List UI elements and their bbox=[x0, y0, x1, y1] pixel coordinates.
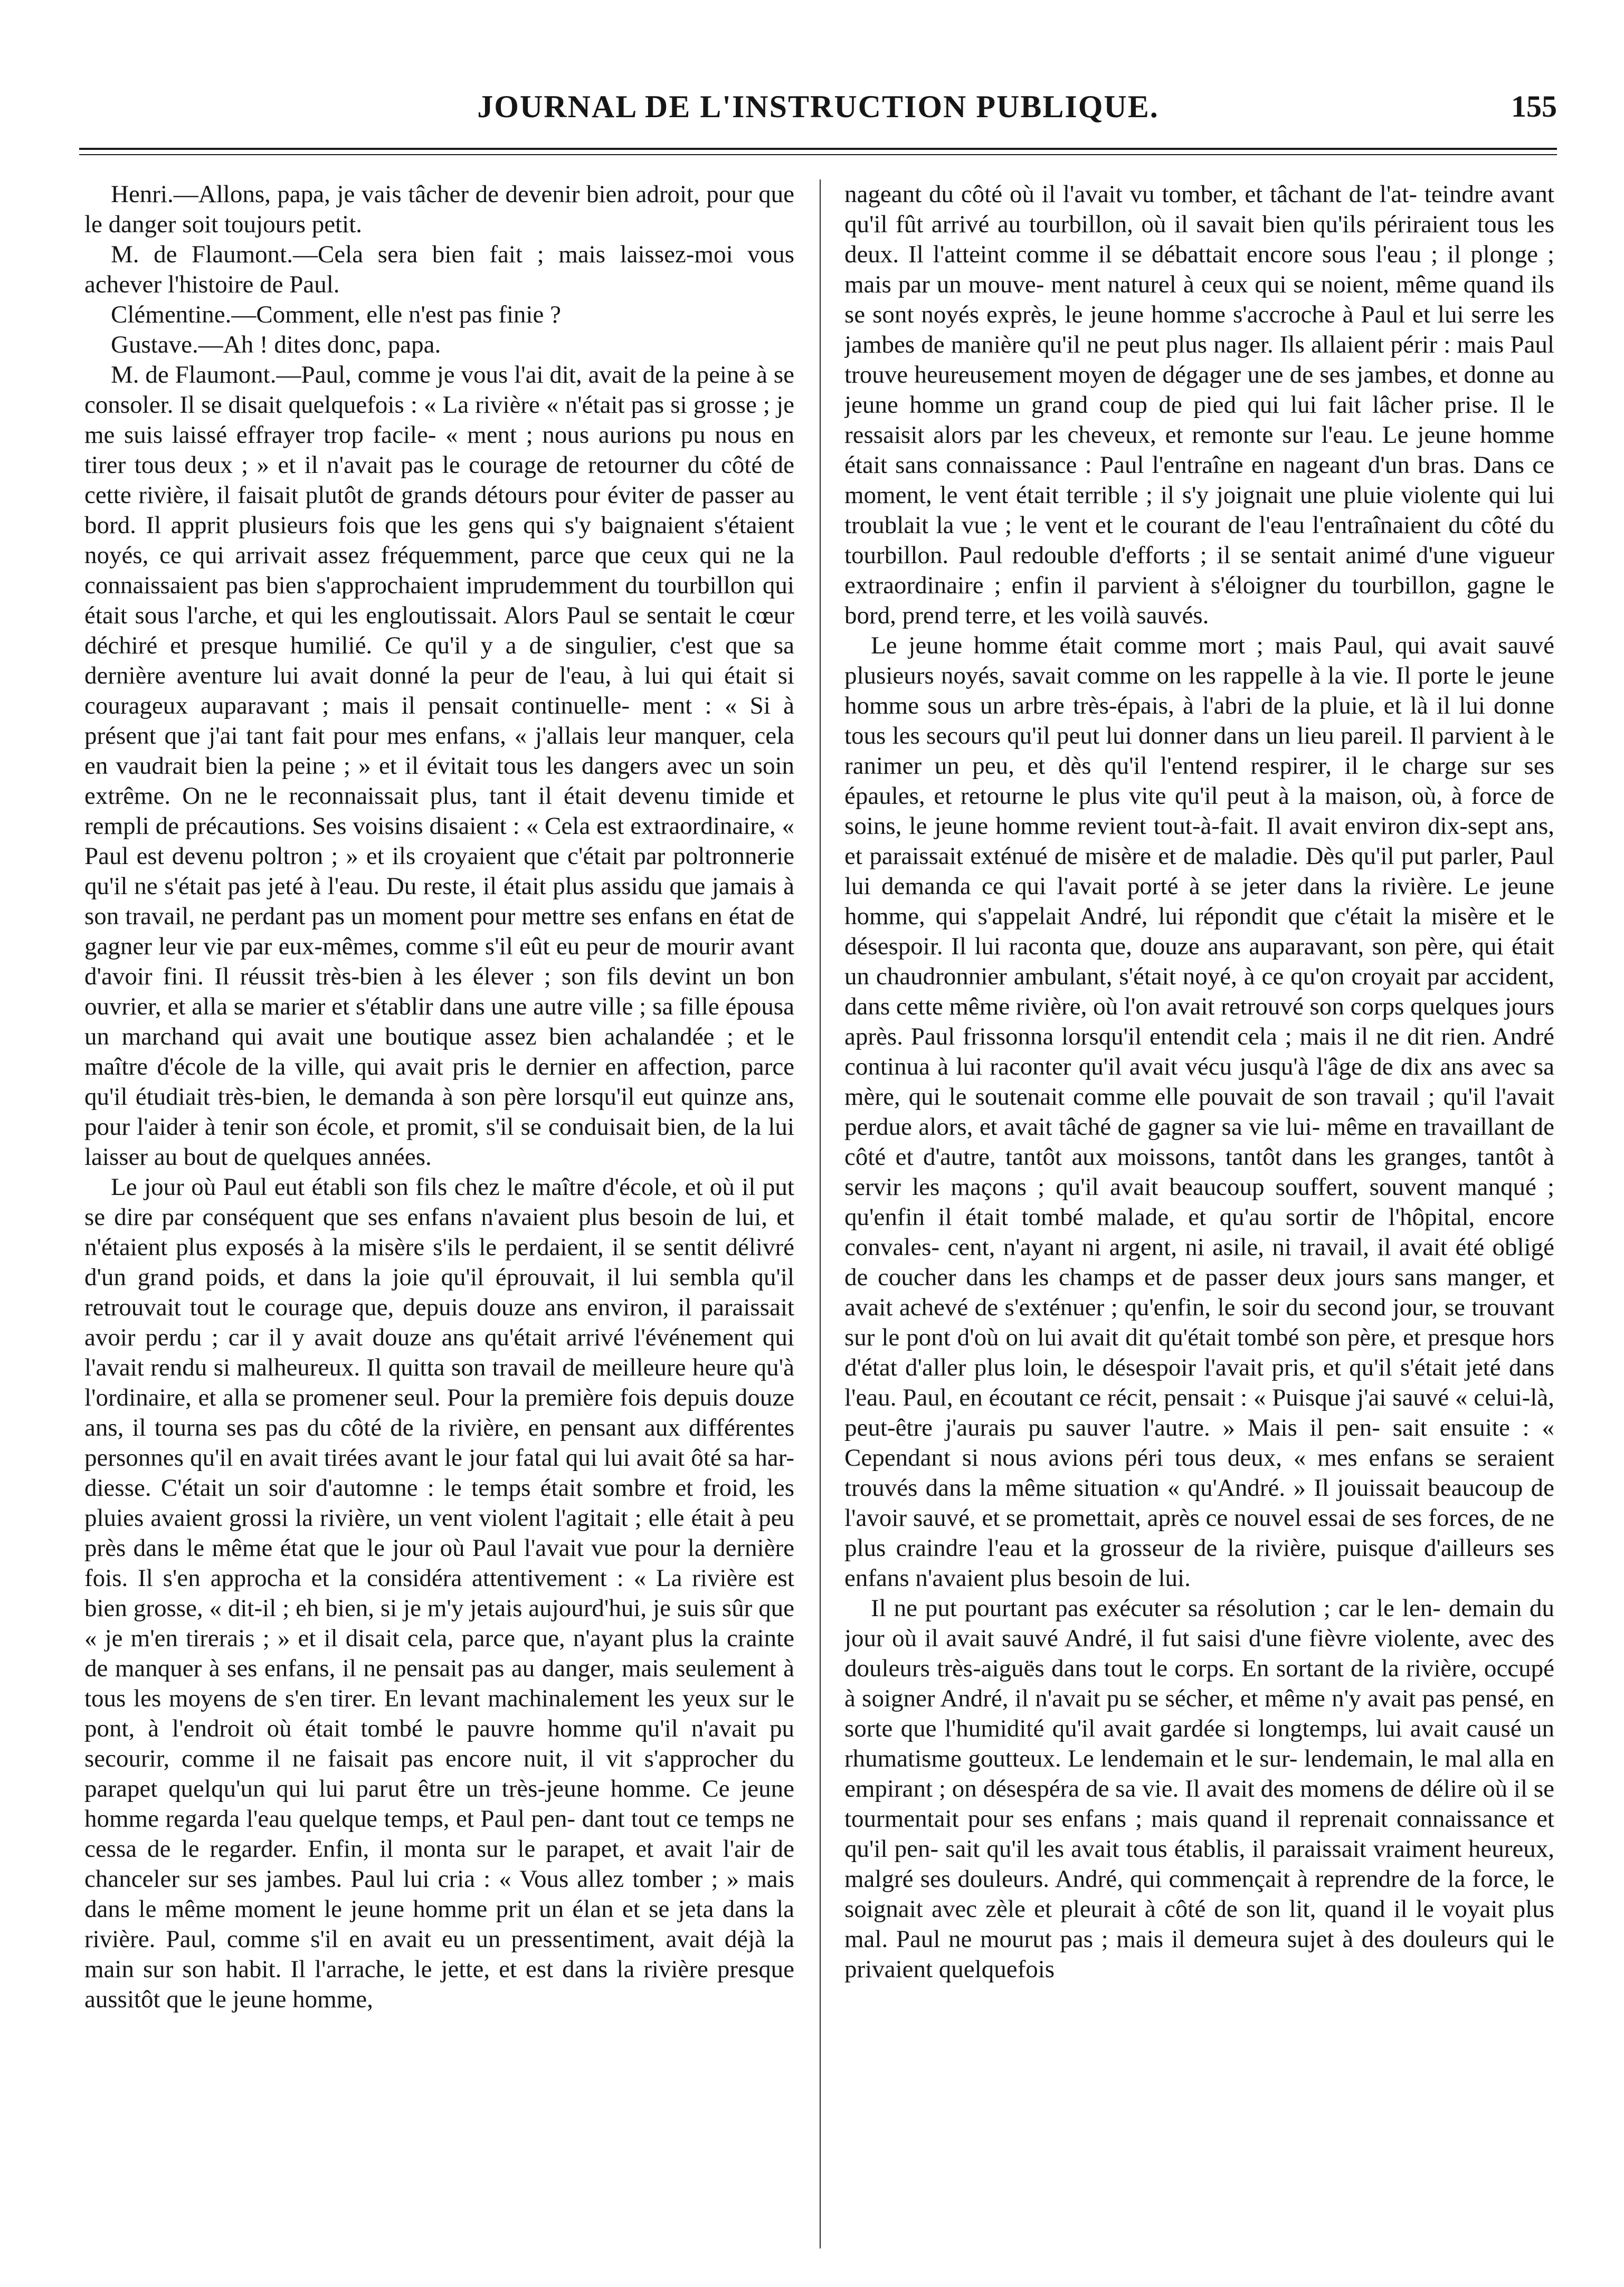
paragraph: Le jeune homme était comme mort ; mais Paul, qui avait sauvé plusieurs noyés, savait comme on les rappelle à la vie. Il porte le jeune homme sous un arbre très-épais, à l'abri de la pluie, et là il lui donne tous les secours qu'il peut lui donner dans un lieu pareil. Il parvient à le ranimer un peu, et dès qu'il l'entend respirer, il le charge sur ses épaules, et retourne le plus vite qu'il peut à la maison, où, à force de soins, le jeune homme revient tout-à-fait. Il avait environ dix-sept ans, et paraissait exténué de misère et de maladie. Dès qu'il put parler, Paul lui demanda ce qui l'avait porté à se jeter dans la rivière. Le jeune homme, qui s'appelait André, lui répondit que c'était la misère et le désespoir. Il lui raconta que, douze ans auparavant, son père, qui était un chaudronnier ambulant, s'était noyé, à ce qu'on croyait par accident, dans cette même rivière, où l'on avait retrouvé son corps quelques jours après. Paul frissonna lorsqu'il entendit cela ; mais il ne dit rien. André continua à lui raconter qu'il avait vécu jusqu'à l'âge de dix ans avec sa mère, qui le soutenait comme elle pouvait de son travail ; qu'il l'avait perdue alors, et avait tâché de gagner sa vie lui- même en travaillant de côté et d'autre, tantôt aux moissons, tantôt dans les granges, tantôt à servir les maçons ; qu'il avait beaucoup souffert, souvent manqué ; qu'enfin il était tombé malade, et qu'au sortir de l'hôpital, encore convales- cent, n'ayant ni argent, ni asile, ni travail, il avait été obligé de coucher dans les champs et de passer deux jours sans manger, et avait achevé de s'exténuer ; qu'enfin, le soir du second jour, se trouvant sur le pont d'où on lui avait dit qu'était tombé son père, et presque hors d'état d'aller plus loin, le désespoir l'avait pris, et qu'il s'était jeté dans l'eau. Paul, en écoutant ce récit, pensait : « Puisque j'ai sauvé « celui-là, peut-être j'aurais pu sauver l'autre. » Mais il pen- sait ensuite : « Cependant si nous avions péri tous deux, « mes enfans se seraient trouvés dans la même situation « qu'André. » Il jouissait beaucoup de l'avoir sauvé, et se promettait, après ce nouvel essai de ses forces, de ne plus craindre l'eau et la grosseur de la rivière, puisque d'ailleurs ses enfans n'avaient plus besoin de lui. bbox=[844, 632, 1554, 1592]
column-divider bbox=[820, 179, 821, 2248]
paragraph: Le jour où Paul eut établi son fils chez le maître d'école, et où il put se dire par conséquent que ses enfans n'avaient plus besoin de lui, et n'étaient plus exposés à la misère s'ils le perdaient, il se sentit délivré d'un grand poids, et dans la joie qu'il éprouvait, il lui sembla qu'il retrouvait tout le courage que, depuis douze ans environ, il paraissait avoir perdu ; car il y avait douze ans qu'était arrivé l'événement qui l'avait rendu si malheureux. Il quitta son travail de meilleure heure qu'à l'ordinaire, et alla se promener seul. Pour la première fois depuis douze ans, il tourna ses pas du côté de la rivière, en pensant aux différentes personnes qu'il en avait tirées avant le jour fatal qui lui avait ôté sa har- diesse. C'était un soir d'automne : le temps était sombre et froid, les pluies avaient grossi la rivière, un vent violent l'agitait ; elle était à peu près dans le même état que le jour où Paul l'avait vue pour la dernière fois. Il s'en approcha et la considéra attentivement : « La rivière est bien grosse, « dit-il ; eh bien, si je m'y jetais aujourd'hui, je suis sûr que « je m'en tirerais ; » et il disait cela, parce que, n'ayant plus la crainte de manquer à ses enfans, il ne pensait pas au danger, mais seulement à tous les moyens de s'en tirer. En levant machinalement les yeux sur le pont, à l'endroit où était tombé le pauvre homme qu'il n'avait pu secourir, comme il ne faisait pas encore nuit, il vit s'approcher du parapet quelqu'un qui lui parut être un très-jeune homme. Ce jeune homme regarda l'eau quelque temps, et Paul pen- dant tout ce temps ne cessa de le regarder. Enfin, il monta sur le parapet, et avait l'air de chanceler sur ses jambes. Paul lui cria : « Vous allez tomber ; » mais dans le même moment le jeune homme prit un élan et se jeta dans la rivière. Paul, comme s'il en avait eu un pressentiment, avait déjà la main sur son habit. Il l'arrache, le jette, et est dans la rivière presque aussitôt que le jeune homme, bbox=[84, 1173, 794, 2013]
right-column bbox=[844, 179, 1554, 2254]
paragraph: Clémentine.—Comment, elle n'est pas finie ? bbox=[111, 301, 561, 328]
paragraph: Gustave.—Ah ! dites donc, papa. bbox=[111, 331, 441, 358]
paragraph: Il ne put pourtant pas exécuter sa résolution ; car le len- demain du jour où il avait sauvé André, il fut saisi d'une fièvre violente, avec des douleurs très-aiguës dans tout le corps. En sortant de la rivière, occupé à soigner André, il n'avait pu se sécher, et même n'y avait pas pensé, en sorte que l'humidité qu'il avait gardée si longtemps, lui avait causé un rhumatisme goutteux. Le lendemain et le sur- lendemain, le mal alla en empirant ; on désespéra de sa vie. Il avait des momens de délire où il se tourmentait pour ses enfans ; mais quand il reprenait connaissance et qu'il pen- sait qu'il les avait tous établis, il paraissait vraiment heureux, malgré ses douleurs. André, qui commençait à reprendre de la force, le soignait avec zèle et pleurait à côté de son lit, quand il le voyait plus mal. Paul ne mourut pas ; mais il demeura sujet à des douleurs qui le privaient quelquefois bbox=[844, 1595, 1554, 1983]
header-rule-thick bbox=[79, 148, 1557, 150]
header-rule-thin bbox=[79, 154, 1557, 155]
paragraph: nageant du côté où il l'avait vu tomber, et tâchant de l'at- teindre avant qu'il fût arrivé au tourbillon, où il savait bien qu'ils périraient tous les deux. Il l'atteint comme il se débattait encore sous l'eau ; il plonge ; mais par un mouve- ment naturel à ceux qui se noient, même quand ils se sont noyés exprès, le jeune homme s'accroche à Paul et lui serre les jambes de manière qu'il ne peut plus nager. Ils allaient périr : mais Paul trouve heureusement moyen de dégager une de ses jambes, et donne au jeune homme un grand coup de pied qui lui fait lâcher prise. Il le ressaisit alors par les cheveux, et remonte sur l'eau. Le jeune homme était sans connaissance : Paul l'entraîne en nageant d'un bras. Dans ce moment, le vent était terrible ; il s'y joignait une pluie violente qui lui troublait la vue ; le vent et le courant de l'eau l'entraînaient du côté du tourbillon. Paul redouble d'efforts ; il se sentait animé d'une vigueur extraordinaire ; enfin il parvient à s'éloigner du tourbillon, gagne le bord, prend terre, et les voilà sauvés. bbox=[844, 181, 1554, 629]
page-header bbox=[79, 79, 1557, 137]
left-column bbox=[84, 179, 794, 2254]
paragraph: Henri.—Allons, papa, je vais tâcher de devenir bien adroit, pour que le danger soit toujours petit. bbox=[84, 181, 794, 238]
page-number: 155 bbox=[1511, 89, 1557, 124]
running-head-title: JOURNAL DE L'INSTRUCTION PUBLIQUE. bbox=[477, 89, 1159, 124]
paragraph: M. de Flaumont.—Paul, comme je vous l'ai dit, avait de la peine à se consoler. Il se disait quelquefois : « La rivière « n'était pas si grosse ; je me suis laissé effrayer trop facile- « ment ; nous aurions pu nous en tirer tous deux ; » et il n'avait pas le courage de retourner du côté de cette rivière, il faisait plutôt de grands détours pour éviter de passer au bord. Il apprit plusieurs fois que les gens qui s'y baignaient s'étaient noyés, ce qui arrivait assez fréquemment, parce que ceux qui ne la connaissaient pas bien s'approchaient imprudemment du tourbillon qui était sous l'arche, et qui les engloutissait. Alors Paul se sentait le cœur déchiré et presque humilié. Ce qu'il y a de singulier, c'est que sa dernière aventure lui avait donné la peur de l'eau, à lui qui était si courageux auparavant ; mais il pensait continuelle- ment : « Si à présent que j'ai tant fait pour mes enfans, « j'allais leur manquer, cela en vaudrait bien la peine ; » et il évitait tous les dangers avec un soin extrême. On ne le reconnaissait plus, tant il était devenu timide et rempli de précautions. Ses voisins disaient : « Cela est extraordinaire, « Paul est devenu poltron ; » et ils croyaient que c'était par poltronnerie qu'il ne s'était pas jeté à l'eau. Du reste, il était plus assidu que jamais à son travail, ne perdant pas un moment pour mettre ses enfans en état de gagner leur vie par eux-mêmes, comme s'il eût eu peur de mourir avant d'avoir fini. Il réussit très-bien à les élever ; son fils devint un bon ouvrier, et alla se marier et s'établir dans une autre ville ; sa fille épousa un marchand qui avait une boutique assez bien achalandée ; et le maître d'école de la ville, qui avait pris le dernier en affection, parce qu'il étudiait très-bien, le demanda à son père lorsqu'il eut quinze ans, pour l'aider à tenir son école, et promit, s'il se conduisait bien, de la lui laisser au bout de quelques années. bbox=[84, 361, 794, 1171]
paragraph: M. de Flaumont.—Cela sera bien fait ; mais laissez-moi vous achever l'histoire de Paul. bbox=[84, 241, 794, 298]
